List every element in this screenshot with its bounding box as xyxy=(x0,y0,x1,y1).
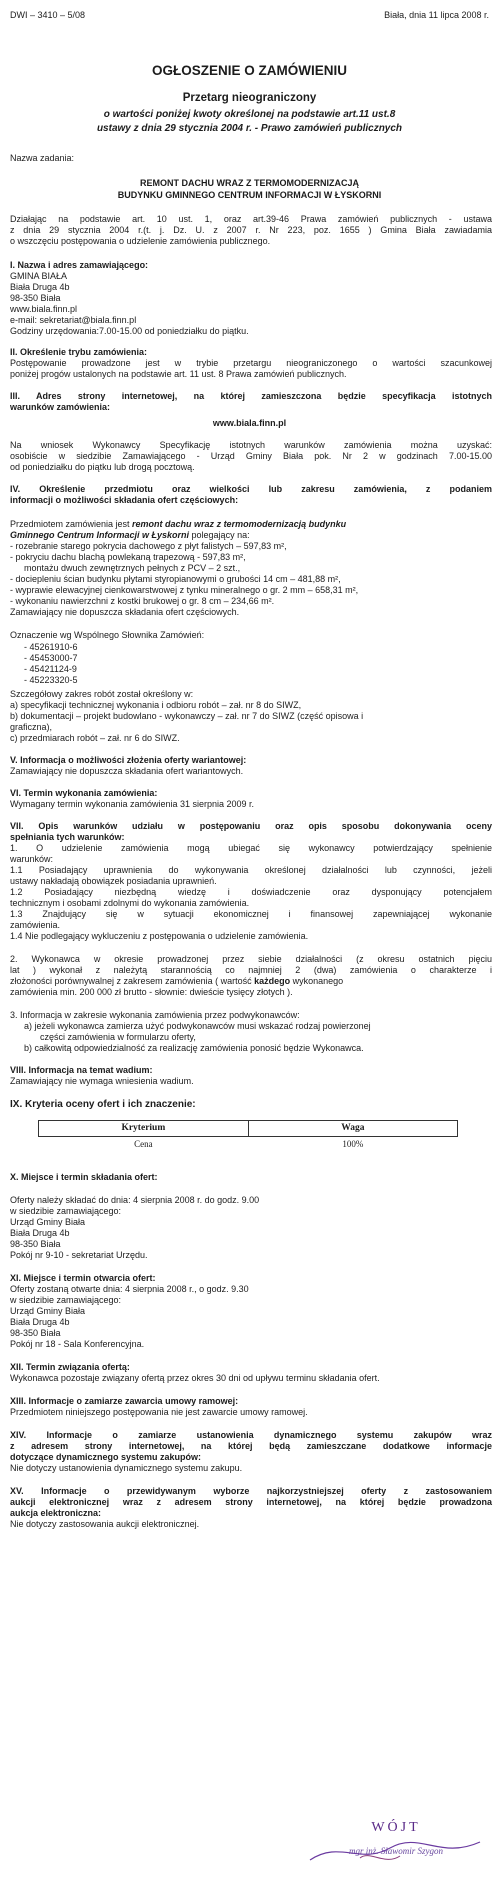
section-14-heading-3: dotyczące dynamicznego systemu zakupów: xyxy=(10,1452,202,1462)
subcontractor-line: części zamówienia w formularzu oferty, xyxy=(40,1032,196,1042)
cpv-code: - 45421124-9 xyxy=(24,664,77,674)
section-1-line: GMINA BIAŁA xyxy=(10,271,68,281)
section-14-text: Nie dotyczy ustanowienia dynamicznego systemu zakupu. xyxy=(10,1463,243,1473)
section-9-heading: IX. Kryteria oceny ofert i ich znaczenie: xyxy=(10,1099,196,1110)
section-8-heading: VIII. Informacja na temat wadium: xyxy=(10,1065,153,1075)
section-3-heading-2: warunków zamówienia: xyxy=(10,402,111,412)
section-6-text: Wymagany termin wykonania zamówienia 31 sierpnia 2009 r. xyxy=(10,799,255,809)
section-4-heading: IV. Określenie przedmiotu oraz wielkości lub zakresu zamówienia, z podaniem xyxy=(10,484,492,494)
section-5-text: Zamawiający nie dopuszcza składania ofert wariantowych. xyxy=(10,766,244,776)
cpv-code: - 45223320-5 xyxy=(24,675,78,685)
intro-line: z dnia 29 stycznia 2004 r.(t. j. Dz. U. z 2007 r. Nr 223, poz. 1655 ) Gmina Biała zawiadamia xyxy=(10,225,492,235)
subtitle-line-2: o wartości poniżej kwoty określonej na podstawie art.11 ust.8 xyxy=(103,109,396,120)
subtitle: Przetarg nieograniczony xyxy=(182,92,317,104)
section-1-line: 98-350 Biała xyxy=(10,293,61,303)
subject-emphasis: remont dachu wraz z termomodernizacją budynku xyxy=(132,519,347,529)
condition-line: warunków: xyxy=(10,854,54,864)
cpv-label: Oznaczenie wg Wspólnego Słownika Zamówień: xyxy=(10,630,205,640)
section-15-heading-2: aukcji elektronicznej wraz z adresem strony internetowej, na której będzie prowadzona xyxy=(10,1497,492,1507)
experience-line: 2. Wykonawca w okresie prowadzonej przez siebie działalności (z okresu ostatnich pięciu xyxy=(10,954,492,964)
experience-text: złożoności porównywalnej z zakresem zamówienia ( wartość xyxy=(10,976,255,986)
condition-line: 1.4 Nie podlegający wykluczeniu z postępowania o udzielenie zamówienia. xyxy=(10,931,309,941)
section-11-line: w siedzibie zamawiającego: xyxy=(10,1295,122,1305)
section-1-line: Biała Druga 4b xyxy=(10,282,70,292)
section-11-line: Pokój nr 18 - Sala Konferencyjna. xyxy=(10,1339,145,1349)
criteria-table xyxy=(38,1120,458,1151)
section-3-heading: III. Adres strony internetowej, na której zamieszczona będzie specyfikacja istotnych xyxy=(10,391,492,401)
section-10-line: 98-350 Biała xyxy=(10,1239,61,1249)
subject-emphasis-2: Gminnego Centrum Informacji w Łyskorni xyxy=(10,530,190,540)
signature-title: WÓJT xyxy=(371,1820,421,1835)
section-1-line: e-mail: sekretariat@biala.finn.pl xyxy=(10,315,137,325)
section-13-heading: XIII. Informacje o zamiarze zawarcia umowy ramowej: xyxy=(10,1396,239,1406)
criteria-table-header xyxy=(39,1121,458,1137)
condition-line: 1.2 Posiadający niezbędną wiedzę i doświadczenie oraz dysponujący potencjałem xyxy=(10,887,492,897)
section-15-heading: XV. Informacje o przewidywanym wyborze najkorzystniejszej oferty z zastosowaniem xyxy=(10,1486,492,1496)
page-title: OGŁOSZENIE O ZAMÓWIENIU xyxy=(152,63,347,78)
experience-bold: każdego xyxy=(254,976,291,986)
scope-item: - wykonaniu nawierzchni z kostki brukowej o gr. 8 cm – 234,66 m². xyxy=(10,596,275,606)
scope-item: - wyprawie elewacyjnej cienkowarstwowej z tynku mineralnego o gr. 2 mm – 658,31 m², xyxy=(10,585,359,595)
experience-line: zamówienia min. 200 000 zł brutto - słownie: dwieście tysięcy złotych ). xyxy=(10,987,293,997)
section-1-line: www.biala.finn.pl xyxy=(10,304,78,314)
scope-item: - pokryciu dachu blachą powlekaną trapezową - 597,83 m², xyxy=(10,552,246,562)
criteria-cell: Cena xyxy=(134,1138,153,1149)
section-11-line: Oferty zostaną otwarte dnia: 4 sierpnia 2008 r., o godz. 9.30 xyxy=(10,1284,249,1294)
section-10-line: Urząd Gminy Biała xyxy=(10,1217,86,1227)
section-10-line: w siedzibie zamawiającego: xyxy=(10,1206,122,1216)
condition-line: ustawy nakładają obowiązek posiadania uprawnień. xyxy=(10,876,217,886)
section-7-heading: VII. Opis warunków udziału w postępowaniu oraz opis sposobu dokonywania oceny xyxy=(10,821,492,831)
scope-item: - rozebranie starego pokrycia dachowego z płyt falistych – 597,83 m², xyxy=(10,541,287,551)
section-11-heading: XI. Miejsce i termin otwarcia ofert: xyxy=(10,1273,156,1283)
document-reference: DWI – 3410 – 5/08 xyxy=(10,10,86,20)
section-2-line: Postępowanie prowadzone jest w trybie przetargu nieograniczonego o wartości szacunkowej xyxy=(10,358,492,368)
section-15-text: Nie dotyczy zastosowania aukcji elektronicznej. xyxy=(10,1519,200,1529)
section-12-text: Wykonawca pozostaje związany ofertą przez okres 30 dni od upływu terminu składania ofert. xyxy=(10,1373,380,1383)
section-3-line: osobiście w siedzibie Zamawiającego - Urząd Gminy Biała pok. Nr 2 w godzinach 7.00-15.00 xyxy=(10,451,492,461)
condition-line: 1.1 Posiadający uprawnienia do wykonywania określonej działalności lub czynności, jeżeli xyxy=(10,865,492,875)
section-3-line: od poniedziałku do piątku lub drogą pocztową. xyxy=(10,462,195,472)
scope-doc: a) specyfikacji technicznej wykonania i odbioru robót – zał. nr 8 do SIWZ, xyxy=(10,700,302,710)
section-11-line: 98-350 Biała xyxy=(10,1328,61,1338)
subject-line-2 xyxy=(10,530,492,540)
subcontractor-line: a) jeżeli wykonawca zamierza użyć podwykonawców musi wskazać rodzaj powierzonej xyxy=(24,1021,371,1031)
experience-line xyxy=(10,976,492,986)
section-6-heading: VI. Termin wykonania zamówienia: xyxy=(10,788,158,798)
condition-line: 1.3 Znajdujący się w sytuacji ekonomicznej i finansowej zapewniającej wykonanie xyxy=(10,909,492,919)
section-10-line: Oferty należy składać do dnia: 4 sierpnia 2008 r. do godz. 9.00 xyxy=(10,1195,260,1205)
experience-text: wykonanego xyxy=(290,976,344,986)
cpv-code: - 45453000-7 xyxy=(24,653,78,663)
table-row xyxy=(39,1137,458,1151)
section-1-line: Godziny urzędowania:7.00-15.00 od poniedziałku do piątku. xyxy=(10,326,249,336)
scope-doc: graficzna), xyxy=(10,722,53,732)
subcontractor-line: 3. Informacja w zakresie wykonania zamówienia przez podwykonawców: xyxy=(10,1010,300,1020)
scope-doc: b) dokumentacji – projekt budowlano - wykonawczy – zał. nr 7 do SIWZ (część opisowa i xyxy=(10,711,364,721)
task-name-line-1: REMONT DACHU WRAZ Z TERMOMODERNIZACJĄ xyxy=(140,178,359,188)
section-2-line: poniżej progów ustalonych na podstawie art. 11 ust. 8 Prawa zamówień publicznych. xyxy=(10,369,347,379)
intro-line: o wszczęciu postępowania o udzielenie zamówienia publicznego. xyxy=(10,236,271,246)
section-1-heading: I. Nazwa i adres zamawiającego: xyxy=(10,260,149,270)
section-7-heading-2: spełniania tych warunków: xyxy=(10,832,125,842)
subject-prefix: Przedmiotem zamówienia jest xyxy=(10,519,133,529)
section-2-heading: II. Określenie trybu zamówienia: xyxy=(10,347,148,357)
document-date: Biała, dnia 11 lipca 2008 r. xyxy=(384,10,489,20)
scope-doc: c) przedmiarach robót – zał. nr 6 do SIWZ. xyxy=(10,733,180,743)
criteria-cell: 100% xyxy=(342,1138,364,1149)
no-partial-offers: Zamawiający nie dopuszcza składania ofert częściowych. xyxy=(10,607,240,617)
section-14-heading-2: z adresem strony internetowej, na której będą zamieszczane dodatkowe informacje xyxy=(10,1441,492,1451)
subtitle-line-3: ustawy z dnia 29 stycznia 2004 r. - Prawo zamówień publicznych xyxy=(96,123,403,134)
scope-label: Szczegółowy zakres robót został określony w: xyxy=(10,689,194,699)
section-11-line: Urząd Gminy Biała xyxy=(10,1306,86,1316)
section-3-line: Na wniosek Wykonawcy Specyfikację istotnych warunków zamówienia można uzyskać: xyxy=(10,440,492,450)
cpv-code: - 45261910-6 xyxy=(24,642,78,652)
section-4-heading-2: informacji o możliwości składania ofert częściowych: xyxy=(10,495,239,505)
task-name-line-2: BUDYNKU GMINNEGO CENTRUM INFORMACJI W ŁYSKORNI xyxy=(117,190,382,200)
task-label: Nazwa zadania: xyxy=(10,153,75,163)
section-8-text: Zamawiający nie wymaga wniesienia wadium. xyxy=(10,1076,194,1086)
scope-item: montażu dwuch zewnętrznych pełnych z PCV – 2 szt., xyxy=(24,563,241,573)
section-15-heading-3: aukcja elektroniczna: xyxy=(10,1508,102,1518)
section-13-text: Przedmiotem niniejszego postępowania nie jest zawarcie umowy ramowej. xyxy=(10,1407,308,1417)
experience-line: lat ) wykonał z należytą starannością co najmniej 2 (dwa) zamówienia o charakterze i xyxy=(10,965,492,975)
handwritten-signature xyxy=(300,1830,490,1870)
section-11-line: Biała Druga 4b xyxy=(10,1317,70,1327)
scope-item: - dociepleniu ścian budynku płytami styropianowymi o grubości 14 cm – 481,88 m², xyxy=(10,574,341,584)
subject-suffix: polegający na: xyxy=(189,530,250,540)
section-10-line: Biała Druga 4b xyxy=(10,1228,70,1238)
condition-line: 1. O udzielenie zamówienia mogą ubiegać się wykonawcy potwierdzający spełnienie xyxy=(10,843,492,853)
criteria-header-cell: Waga xyxy=(248,1121,457,1137)
section-5-heading: V. Informacja o możliwości złożenia oferty wariantowej: xyxy=(10,755,247,765)
subject-line-1 xyxy=(10,519,492,529)
subcontractor-line: b) całkowitą odpowiedzialność za realizację zamówienia ponosić będzie Wykonawca. xyxy=(24,1043,364,1053)
condition-line: zamówienia. xyxy=(10,920,61,930)
signature-name: mgr inż. Sławomir Szygon xyxy=(348,1846,443,1856)
section-14-heading: XIV. Informacje o zamiarze ustanowienia dynamicznego systemu zakupów wraz xyxy=(10,1430,492,1440)
intro-line: Działając na podstawie art. 10 ust. 1, oraz art.39-46 Prawa zamówień publicznych - ustawa xyxy=(10,214,492,224)
condition-line: technicznym i osobami zdolnymi do wykonania zamówienia. xyxy=(10,898,250,908)
section-12-heading: XII. Termin związania ofertą: xyxy=(10,1362,130,1372)
criteria-header-cell: Kryterium xyxy=(39,1121,249,1137)
section-10-line: Pokój nr 9-10 - sekretariat Urzędu. xyxy=(10,1250,148,1260)
specification-url: www.biala.finn.pl xyxy=(212,418,287,428)
section-10-heading: X. Miejsce i termin składania ofert: xyxy=(10,1172,158,1182)
